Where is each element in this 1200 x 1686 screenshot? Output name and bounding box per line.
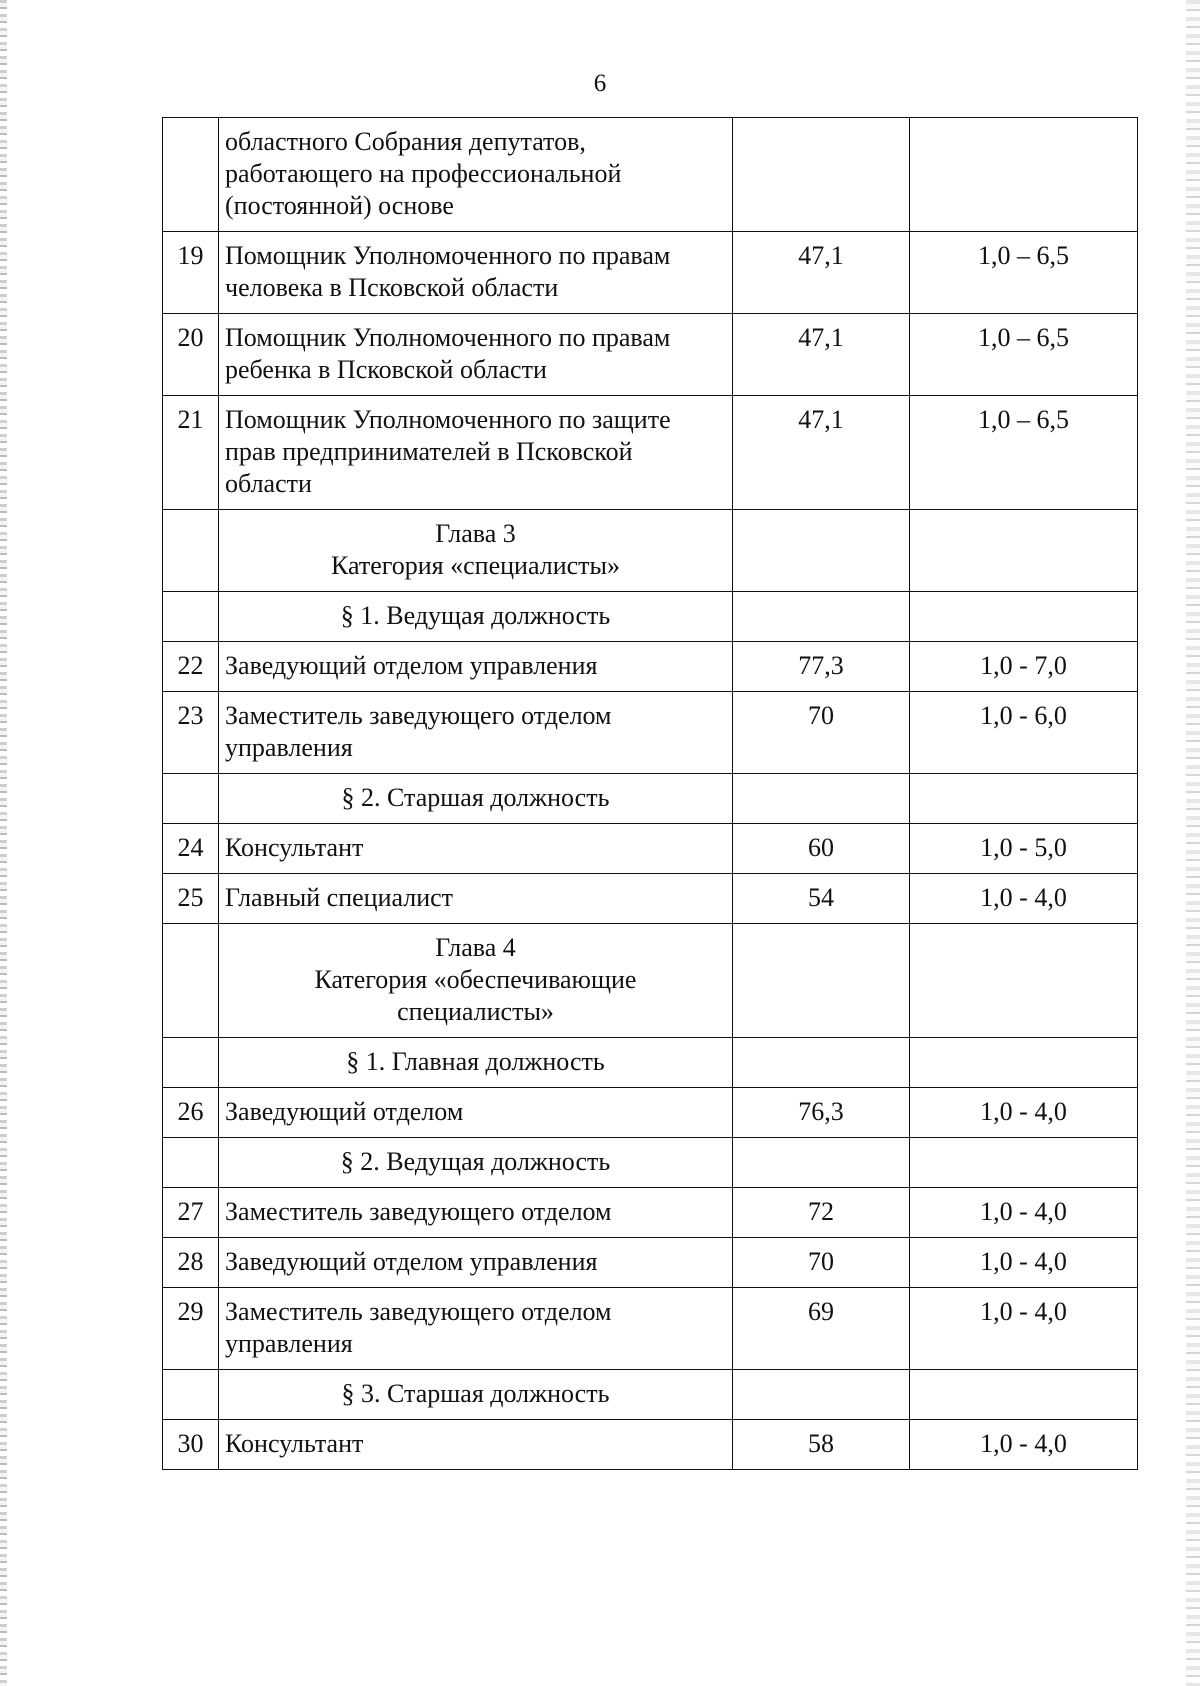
coefficient-cell bbox=[910, 510, 1138, 592]
position-name-line: управления bbox=[225, 733, 353, 762]
table-row bbox=[163, 1088, 1138, 1138]
row-number-cell: 29 bbox=[163, 1288, 219, 1370]
section-heading-row bbox=[163, 592, 1138, 642]
table-row bbox=[163, 824, 1138, 874]
salary-cell: 76,3 bbox=[733, 1088, 910, 1138]
position-name-line: работающего на профессиональной bbox=[225, 159, 622, 188]
salary-cell: 47,1 bbox=[733, 314, 910, 396]
position-name-cell bbox=[219, 1088, 733, 1138]
section-heading-row bbox=[163, 1038, 1138, 1088]
section-heading-line: § 2. Старшая должность bbox=[341, 783, 610, 812]
coefficient-cell: 1,0 - 4,0 bbox=[910, 1238, 1138, 1288]
section-heading-cell bbox=[219, 1038, 733, 1088]
position-name-line: Заведующий отделом bbox=[225, 1097, 464, 1126]
position-name-cell bbox=[219, 642, 733, 692]
row-number-cell bbox=[163, 1138, 219, 1188]
scan-edge-left bbox=[0, 0, 7, 1686]
position-name-line: Заместитель заведующего отделом bbox=[225, 701, 612, 730]
coefficient-cell: 1,0 – 6,5 bbox=[910, 396, 1138, 510]
table-row bbox=[163, 1288, 1138, 1370]
section-heading-line: § 1. Главная должность bbox=[346, 1047, 605, 1076]
positions-table-body bbox=[163, 118, 1138, 1470]
row-number-cell: 22 bbox=[163, 642, 219, 692]
salary-cell: 70 bbox=[733, 692, 910, 774]
salary-cell: 47,1 bbox=[733, 232, 910, 314]
table-row bbox=[163, 314, 1138, 396]
position-name-cell bbox=[219, 1288, 733, 1370]
section-heading-cell bbox=[219, 774, 733, 824]
row-number-cell: 30 bbox=[163, 1420, 219, 1470]
coefficient-cell: 1,0 - 4,0 bbox=[910, 1420, 1138, 1470]
row-number-cell bbox=[163, 1370, 219, 1420]
coefficient-cell bbox=[910, 1370, 1138, 1420]
coefficient-cell bbox=[910, 1138, 1138, 1188]
position-name-line: ребенка в Псковской области bbox=[225, 355, 547, 384]
position-name-line: (постоянной) основе bbox=[225, 191, 454, 220]
salary-cell: 60 bbox=[733, 824, 910, 874]
coefficient-cell bbox=[910, 118, 1138, 232]
row-number-cell bbox=[163, 592, 219, 642]
table-row bbox=[163, 1420, 1138, 1470]
row-number-cell bbox=[163, 118, 219, 232]
position-name-cell bbox=[219, 1420, 733, 1470]
position-name-cell bbox=[219, 118, 733, 232]
section-heading-line: § 2. Ведущая должность bbox=[340, 1147, 611, 1176]
salary-cell bbox=[733, 1138, 910, 1188]
coefficient-cell: 1,0 - 7,0 bbox=[910, 642, 1138, 692]
section-heading-row bbox=[163, 774, 1138, 824]
table-row bbox=[163, 642, 1138, 692]
position-name-line: Заместитель заведующего отделом bbox=[225, 1197, 612, 1226]
salary-cell bbox=[733, 592, 910, 642]
position-name-cell bbox=[219, 232, 733, 314]
table-row bbox=[163, 874, 1138, 924]
section-heading-cell bbox=[219, 592, 733, 642]
coefficient-cell bbox=[910, 924, 1138, 1038]
salary-cell: 69 bbox=[733, 1288, 910, 1370]
section-heading-cell bbox=[219, 1138, 733, 1188]
section-heading-line: § 1. Ведущая должность bbox=[340, 601, 611, 630]
table-row bbox=[163, 118, 1138, 232]
salary-cell: 54 bbox=[733, 874, 910, 924]
salary-cell: 58 bbox=[733, 1420, 910, 1470]
table-row bbox=[163, 1188, 1138, 1238]
table-row bbox=[163, 1238, 1138, 1288]
section-heading-cell bbox=[219, 924, 733, 1038]
scan-edge-right bbox=[1186, 0, 1200, 1686]
section-heading-line: Глава 4 bbox=[435, 933, 516, 962]
position-name-line: Заместитель заведующего отделом bbox=[225, 1297, 612, 1326]
coefficient-cell: 1,0 - 6,0 bbox=[910, 692, 1138, 774]
salary-cell bbox=[733, 1370, 910, 1420]
salary-cell: 70 bbox=[733, 1238, 910, 1288]
position-name-line: Помощник Уполномоченного по защите bbox=[225, 405, 671, 434]
position-name-cell bbox=[219, 314, 733, 396]
coefficient-cell: 1,0 - 4,0 bbox=[910, 874, 1138, 924]
coefficient-cell bbox=[910, 774, 1138, 824]
row-number-cell bbox=[163, 774, 219, 824]
coefficient-cell bbox=[910, 1038, 1138, 1088]
salary-cell bbox=[733, 1038, 910, 1088]
coefficient-cell bbox=[910, 592, 1138, 642]
section-heading-row bbox=[163, 1370, 1138, 1420]
coefficient-cell: 1,0 - 4,0 bbox=[910, 1288, 1138, 1370]
salary-cell bbox=[733, 774, 910, 824]
section-heading-line: Категория «обеспечивающие bbox=[314, 965, 637, 994]
row-number-cell: 26 bbox=[163, 1088, 219, 1138]
position-name-line: области bbox=[225, 469, 312, 498]
row-number-cell bbox=[163, 510, 219, 592]
position-name-cell bbox=[219, 874, 733, 924]
position-name-line: Заведующий отделом управления bbox=[225, 651, 598, 680]
position-name-cell bbox=[219, 692, 733, 774]
position-name-line: Заведующий отделом управления bbox=[225, 1247, 598, 1276]
table-row bbox=[163, 396, 1138, 510]
salary-cell: 47,1 bbox=[733, 396, 910, 510]
row-number-cell: 24 bbox=[163, 824, 219, 874]
row-number-cell: 20 bbox=[163, 314, 219, 396]
section-heading-row bbox=[163, 924, 1138, 1038]
section-heading-line: Категория «специалисты» bbox=[330, 551, 620, 580]
section-heading-line: Глава 3 bbox=[435, 519, 516, 548]
position-name-line: Консультант bbox=[225, 833, 364, 862]
salary-cell bbox=[733, 118, 910, 232]
row-number-cell: 28 bbox=[163, 1238, 219, 1288]
salary-cell: 72 bbox=[733, 1188, 910, 1238]
position-name-cell bbox=[219, 396, 733, 510]
coefficient-cell: 1,0 - 4,0 bbox=[910, 1088, 1138, 1138]
position-name-cell bbox=[219, 1188, 733, 1238]
row-number-cell: 23 bbox=[163, 692, 219, 774]
row-number-cell: 19 bbox=[163, 232, 219, 314]
position-name-cell bbox=[219, 1238, 733, 1288]
section-heading-cell bbox=[219, 1370, 733, 1420]
position-name-line: прав предпринимателей в Псковской bbox=[225, 437, 633, 466]
salary-cell: 77,3 bbox=[733, 642, 910, 692]
coefficient-cell: 1,0 - 4,0 bbox=[910, 1188, 1138, 1238]
row-number-cell: 27 bbox=[163, 1188, 219, 1238]
page-number: 6 bbox=[593, 70, 607, 97]
coefficient-cell: 1,0 – 6,5 bbox=[910, 232, 1138, 314]
section-heading-cell bbox=[219, 510, 733, 592]
section-heading-row bbox=[163, 510, 1138, 592]
position-name-line: Помощник Уполномоченного по правам bbox=[225, 241, 671, 270]
section-heading-line: специалисты» bbox=[397, 997, 554, 1026]
coefficient-cell: 1,0 – 6,5 bbox=[910, 314, 1138, 396]
salary-cell bbox=[733, 924, 910, 1038]
section-heading-row bbox=[163, 1138, 1138, 1188]
position-name-line: Главный специалист bbox=[225, 883, 454, 912]
position-name-line: Консультант bbox=[225, 1429, 364, 1458]
row-number-cell: 21 bbox=[163, 396, 219, 510]
position-name-line: человека в Псковской области bbox=[225, 273, 559, 302]
coefficient-cell: 1,0 - 5,0 bbox=[910, 824, 1138, 874]
row-number-cell: 25 bbox=[163, 874, 219, 924]
row-number-cell bbox=[163, 924, 219, 1038]
position-name-cell bbox=[219, 824, 733, 874]
position-name-line: областного Собрания депутатов, bbox=[225, 127, 586, 156]
table-row bbox=[163, 232, 1138, 314]
positions-table bbox=[162, 117, 1138, 1470]
table-row bbox=[163, 692, 1138, 774]
position-name-line: Помощник Уполномоченного по правам bbox=[225, 323, 671, 352]
position-name-line: управления bbox=[225, 1329, 353, 1358]
section-heading-line: § 3. Старшая должность bbox=[341, 1379, 610, 1408]
row-number-cell bbox=[163, 1038, 219, 1088]
salary-cell bbox=[733, 510, 910, 592]
